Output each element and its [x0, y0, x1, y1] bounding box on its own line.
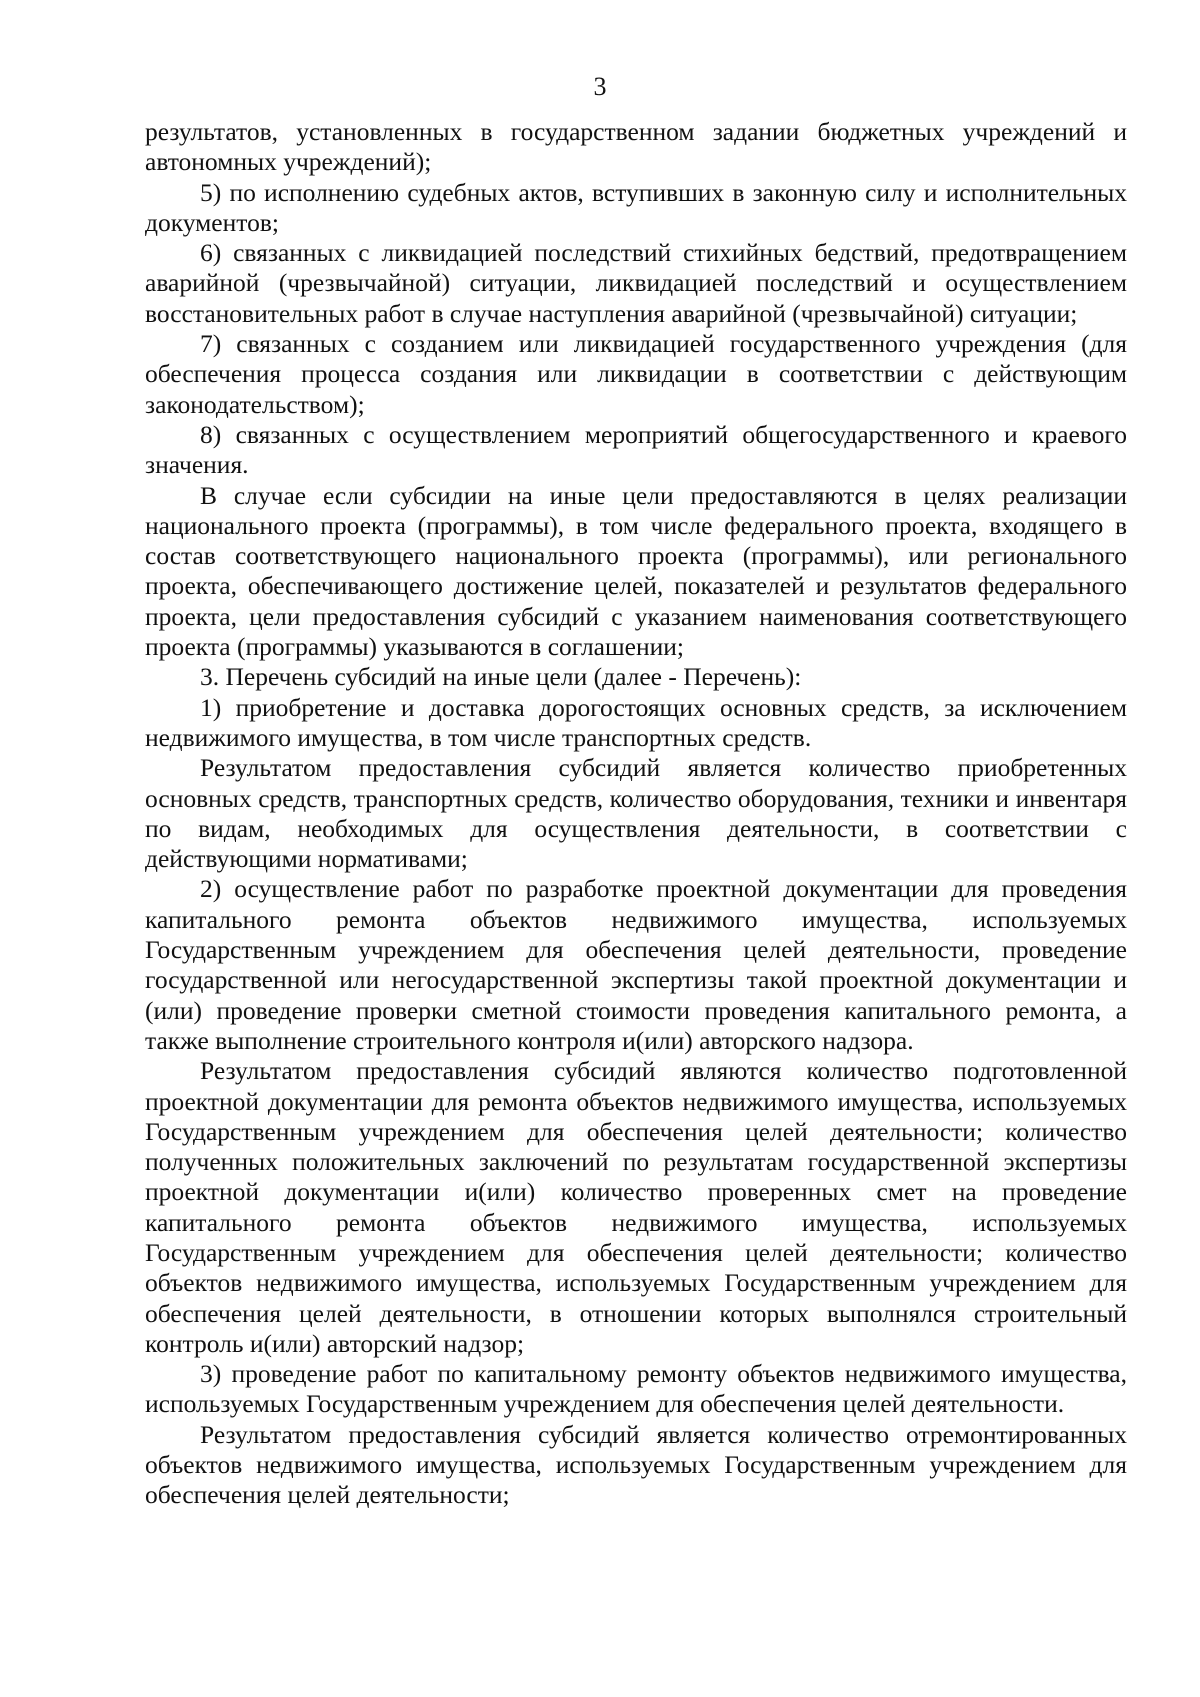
paragraph-list-item-1: 1) приобретение и доставка дорогостоящих основных средств, за исключением недвижимого имущества, в том числе транспортных средств. [145, 692, 1127, 752]
paragraph-result-3: Результатом предоставления субсидий является количество отремонтированных объектов недвижимого имущества, используемых Государственным учреждением для обеспечения целей деятельности; [145, 1419, 1127, 1510]
paragraph-item-5: 5) по исполнению судебных актов, вступивших в законную силу и исполнительных документов; [145, 177, 1127, 237]
paragraph-result-1: Результатом предоставления субсидий является количество приобретенных основных средств, транспортных средств, количество оборудования, техники и инвентаря по видам, необходимых для осуществления деятельности, в соответствии с действующими нормативами; [145, 753, 1127, 874]
paragraph-national-project: В случае если субсидии на иные цели предоставляются в целях реализации национального проекта (программы), в том числе федерального проекта, входящего в состав соответствующего национального проекта (программы), или регионального проекта, обеспечивающего достижение целей, показателей и результатов федерального проекта, цели предоставления субсидий с указанием наименования соответствующего проекта (программы) указываются в соглашении; [145, 480, 1127, 662]
paragraph-item-6: 6) связанных с ликвидацией последствий стихийных бедствий, предотвращением аварийной (чрезвычайной) ситуации, ликвидацией последствий и осуществлением восстановительных работ в случае наступления аварийной (чрезвычайной) ситуации; [145, 238, 1127, 328]
page-number: 3 [593, 72, 607, 101]
paragraph-list-item-2: 2) осуществление работ по разработке проектной документации для проведения капитального ремонта объектов недвижимого имущества, используемых Государственным учреждением для обеспечения целей деятельности, проведение государственной или негосударственной экспертизы такой проектной документации и (или) проведение проверки сметной стоимости проведения капитального ремонта, а также выполнение строительного контроля и(или) авторского надзора. [145, 874, 1127, 1055]
paragraph-list-item-3: 3) проведение работ по капитальному ремонту объектов недвижимого имущества, используемых Государственным учреждением для обеспечения целей деятельности. [145, 1359, 1127, 1419]
paragraph-section-3-heading: 3. Перечень субсидий на иные цели (далее - Перечень): [200, 662, 802, 692]
paragraph-continuation: результатов, установленных в государственном задании бюджетных учреждений и автономных учреждений); [145, 117, 1127, 177]
document-body [145, 117, 1127, 1511]
paragraph-item-8: 8) связанных с осуществлением мероприятий общегосударственного и краевого значения. [145, 419, 1127, 480]
paragraph-result-2: Результатом предоставления субсидий являются количество подготовленной проектной документации для ремонта объектов недвижимого имущества, используемых Государственным учреждением для обеспечения целей деятельности; количество полученных положительных заключений по результатам государственной экспертизы проектной документации и(или) количество проверенных смет на проведение капитального ремонта объектов недвижимого имущества, используемых Государственным учреждением для обеспечения целей деятельности; количество объектов недвижимого имущества, используемых Государственным учреждением для обеспечения целей деятельности, в отношении которых выполнялся строительный контроль и(или) авторский надзор; [145, 1056, 1127, 1358]
paragraph-item-7: 7) связанных с созданием или ликвидацией государственного учреждения (для обеспечения процесса создания или ликвидации в соответствии с действующим законодательством); [145, 329, 1127, 419]
